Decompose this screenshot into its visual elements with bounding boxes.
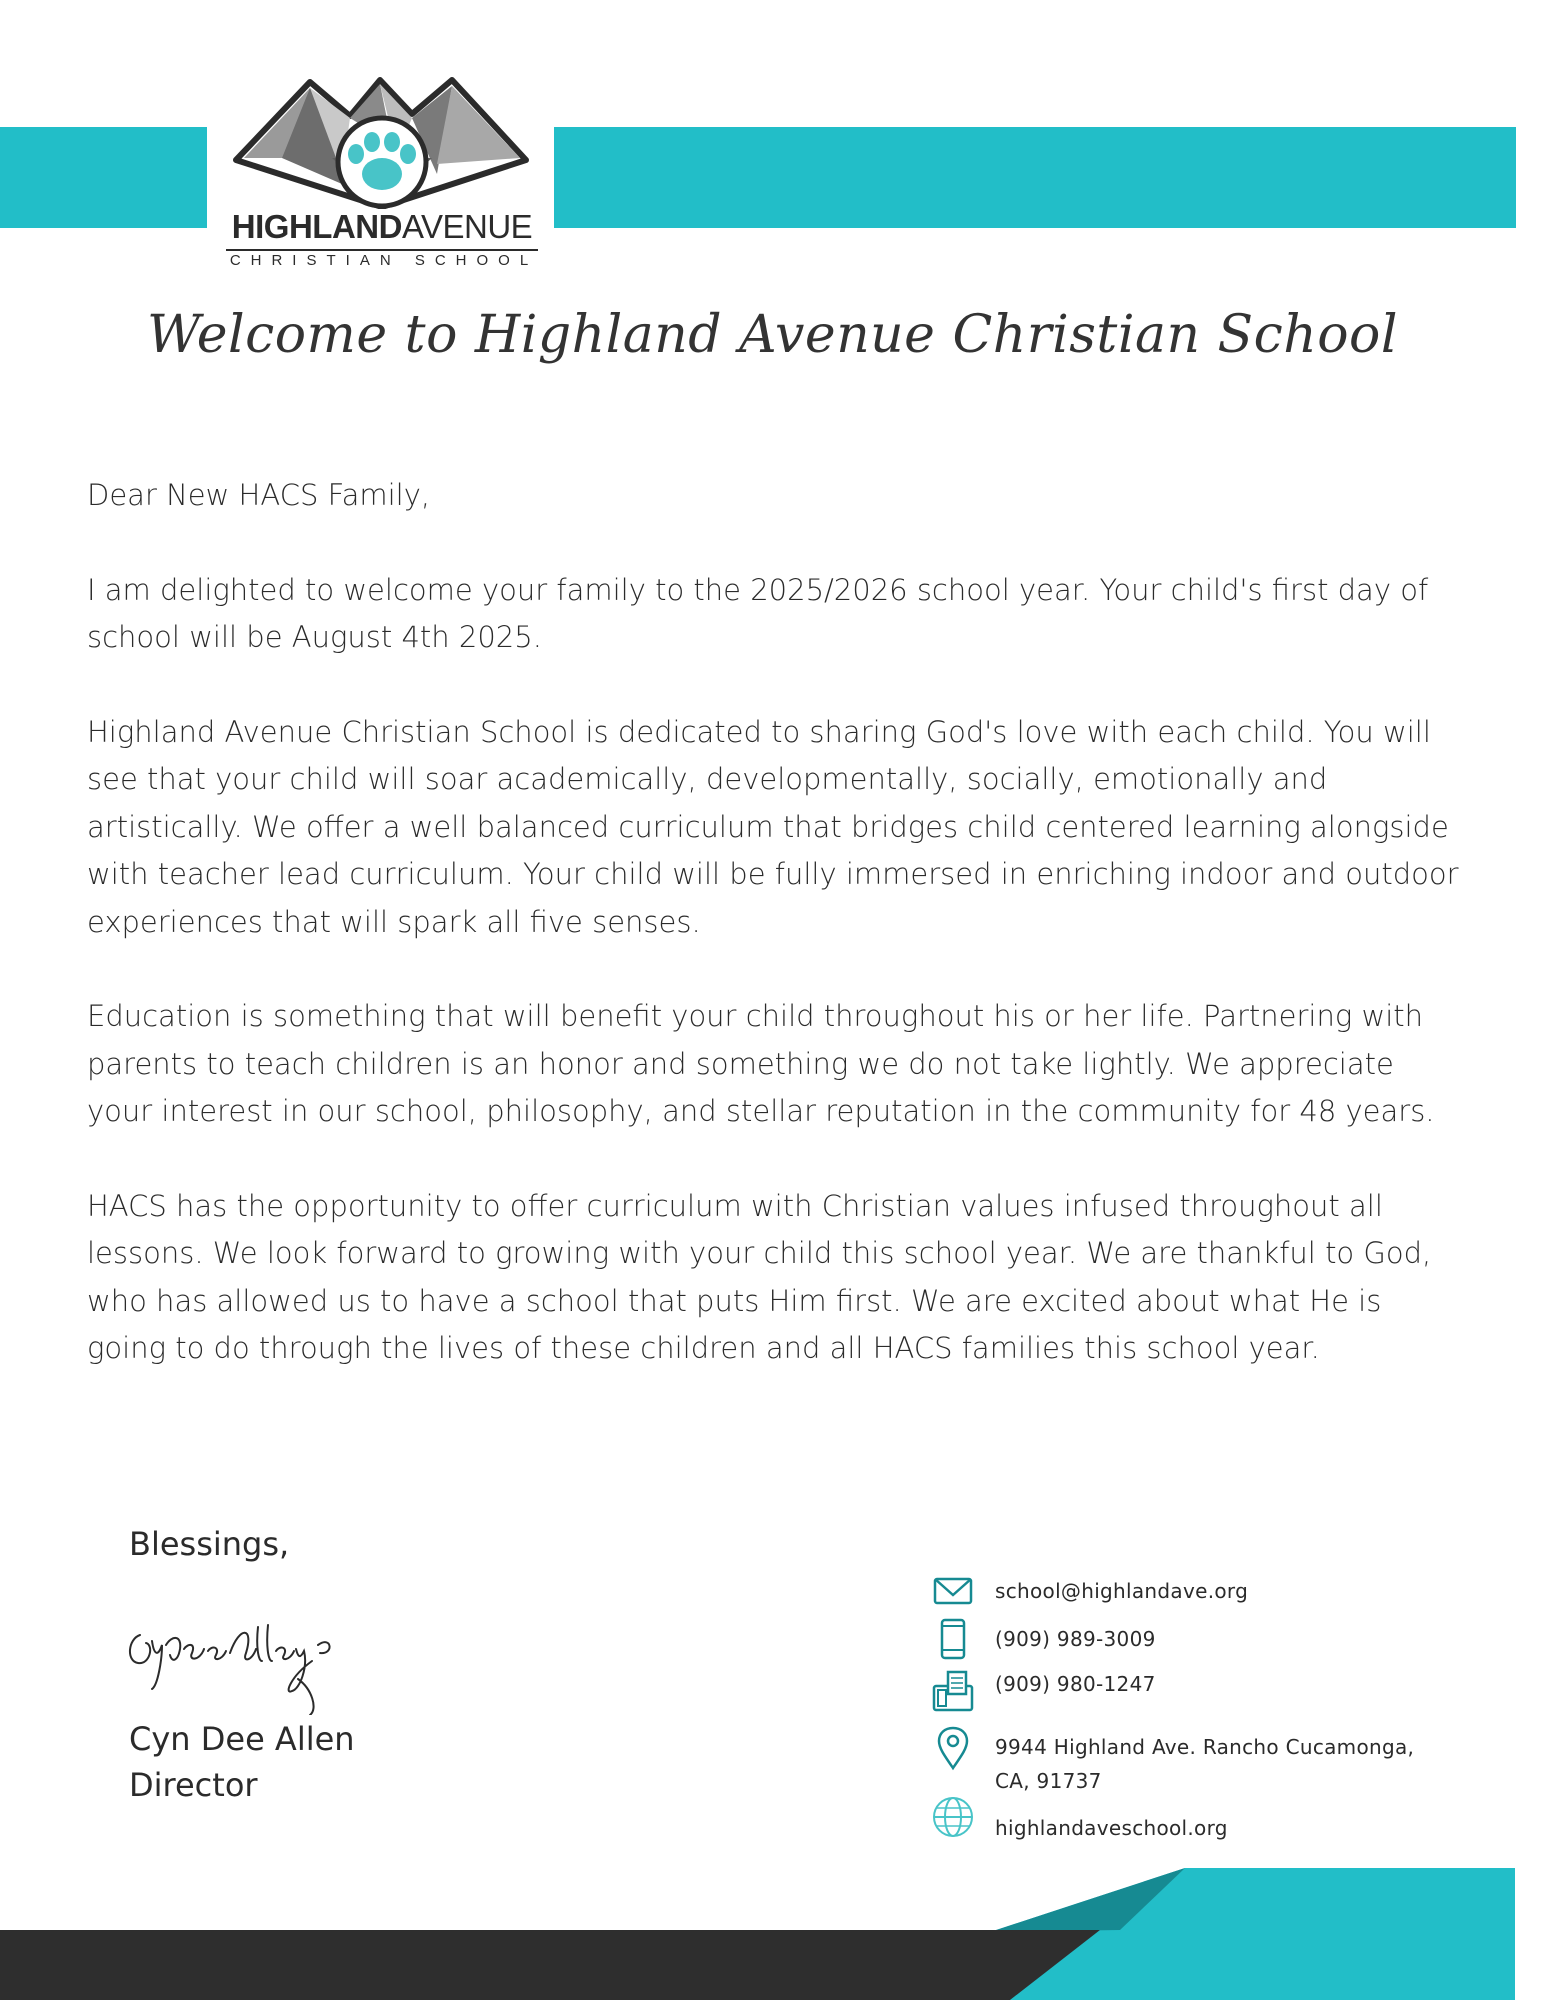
contact-phone[interactable]: (909) 989-3009 — [995, 1627, 1156, 1651]
letter-paragraph: Education is something that will benefit your child throughout his or her life. Partnering with parents to teach children is an honor and something we do not take lightly. We appreciate your interest in our school, philosophy, and stellar reputation in the community for 48 years. — [87, 999, 1435, 1128]
header-band-right — [554, 127, 1516, 228]
logo-school-name: HIGHLANDAVENUE — [231, 208, 533, 245]
logo-subtitle: CHRISTIAN SCHOOL — [229, 252, 539, 269]
letter-body — [87, 472, 1467, 1420]
contact-email[interactable]: school@highlandave.org — [995, 1579, 1249, 1603]
location-icon — [930, 1725, 976, 1771]
contact-address — [995, 1730, 1414, 1798]
header-band-left — [0, 127, 207, 228]
signer-title: Director — [129, 1766, 258, 1804]
letter-paragraph: I am delighted to welcome your family to the 2025/2026 school year. Your child's first day of school will be August 4th 2025. — [87, 572, 1429, 654]
phone-icon — [930, 1616, 976, 1662]
address-line-2: CA, 91737 — [995, 1769, 1102, 1793]
logo-divider — [226, 249, 538, 251]
signer-name: Cyn Dee Allen — [129, 1720, 355, 1758]
mountain-logo-icon — [222, 74, 542, 209]
email-icon — [930, 1568, 976, 1614]
page-title: Welcome to Highland Avenue Christian School — [147, 305, 1398, 365]
address-line-1: 9944 Highland Ave. Rancho Cucamonga, — [995, 1735, 1415, 1759]
letter-paragraph: Highland Avenue Christian School is dedicated to sharing God's love with each child. You will see that your child will soar academically, developmentally, socially, emotionally and artistically. We offer a well balanced curriculum that bridges child centered learning alongside with teacher lead curriculum. Your child will be fully immersed in enriching indoor and outdoor experiences that will spark all five senses. — [87, 714, 1459, 939]
letter-closing: Blessings, — [129, 1525, 290, 1563]
contact-website[interactable]: highlandaveschool.org — [995, 1816, 1228, 1840]
school-logo — [222, 74, 542, 274]
signature — [122, 1605, 352, 1715]
letter-paragraph: HACS has the opportunity to offer curriculum with Christian values infused throughout all lessons. We look forward to growing with your child this school year. We are thankful to God, who has allowed us to have a school that puts Him first. We are excited about what He is going to do through the lives of these children and all HACS families this school year. — [87, 1188, 1432, 1365]
letter-greeting: Dear New HACS Family, — [87, 478, 431, 512]
contact-fax: (909) 980-1247 — [995, 1672, 1156, 1696]
fax-icon — [930, 1668, 976, 1714]
globe-icon — [930, 1794, 976, 1840]
